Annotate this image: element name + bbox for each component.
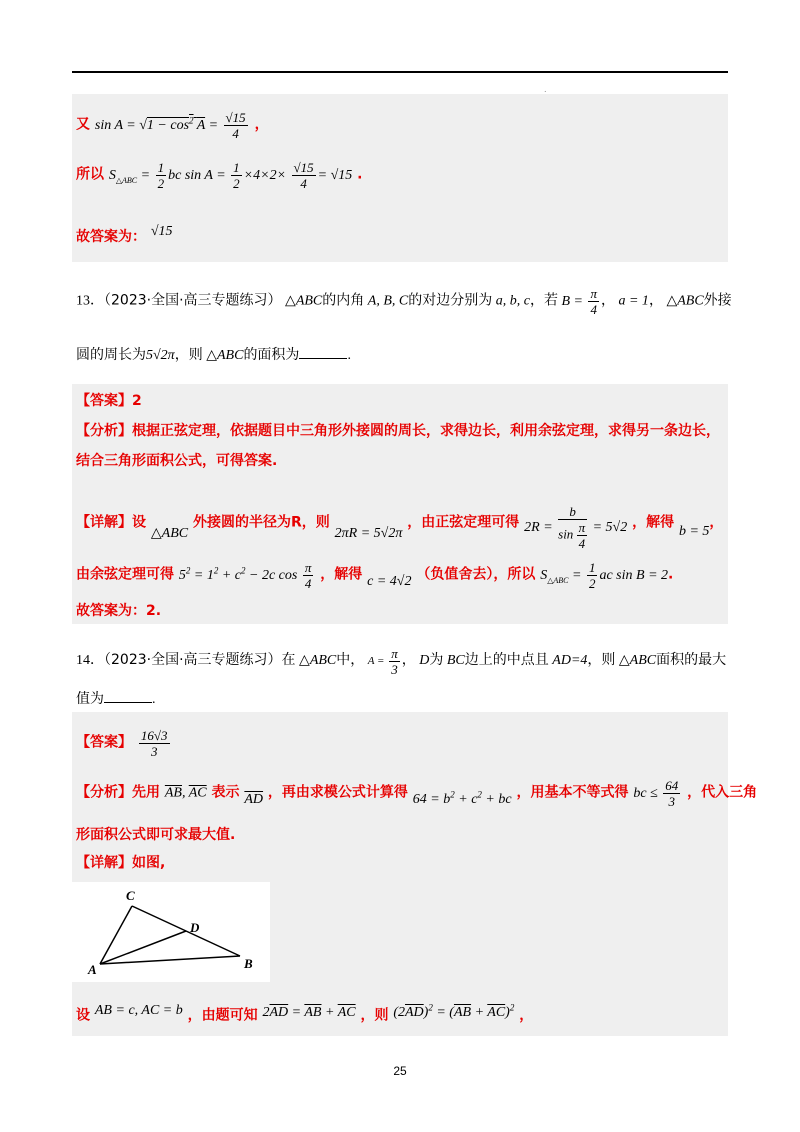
answer-blank xyxy=(104,690,152,703)
label-a: A xyxy=(88,962,97,977)
q13-detail-line-1: 【详解】设 △ABC 外接圆的半径为R，则 2πR = 5√2π ，由正弦定理可得 2R = b sin $\frac{\pi}{4}$ = 5√2 ，解得 b = 5， xyxy=(76,504,724,551)
edge-ac xyxy=(100,906,132,964)
q13-detail-line-2: 由余弦定理可得 $5^2 = 1^2 + c^2 - 2c$ cos $\frac{\pi}{4}$ ，解得 c = 4√2 （负值舍去），所以 $S_{\triangle ABC}$ = $\frac{1}{2}$ ac sin B = 2. xyxy=(76,560,674,591)
q14-detail-line-last: 设 AB = c, AC = b ，由题可知 $2\overline{AD} = \overline{AB} + \overline{AC}$ ，则 $(2\overline{AD})^2 = (\overline{AB} + \overline{AC})^2$ ， xyxy=(76,1002,534,1024)
q13-analysis-line-1: 【分析】根据正弦定理，依据题目中三角形外接圆的周长，求得边长，利用余弦定理，求得另一条边长， xyxy=(76,423,720,439)
q12-line-1: 又 $\sin A = √1 - \cos^2 A$ = $\frac{√15}{4}$ ， xyxy=(76,110,269,141)
q14-analysis-line-2: 形面积公式即可求最大值. xyxy=(76,827,236,843)
q13-final-answer: 故答案为：2. xyxy=(76,603,162,619)
label-b: B xyxy=(244,956,253,971)
q13-stem-line-1: 13．（2023·全国·高三专题练习） △ABC的内角 A, B, C的对边分别为 a, b, c，若 B = $\frac{\pi}{4}$ ， a = 1， △ABC外接 xyxy=(76,286,732,317)
q14-stem-line-2: 值为 . xyxy=(76,691,156,707)
header-mark: . xyxy=(544,85,547,94)
median-ad xyxy=(100,931,186,964)
page-number: 25 xyxy=(393,1064,407,1078)
q14-solution-block xyxy=(72,712,728,1036)
answer-blank xyxy=(299,346,347,359)
triangle-figure xyxy=(72,882,270,982)
edge-ab xyxy=(100,956,240,964)
q14-analysis-line-1: 【分析】先用 $\overline{AB}$, $\overline{AC}$ 表示 $\overline{AD}$ ，再由求模公式计算得 $64 = b^2 + c^2$ + bc ，用基本不等式得 bc ≤ $\frac{64}{3}$ ，代入三角 xyxy=(76,778,758,809)
q13-analysis-line-2: 结合三角形面积公式，可得答案. xyxy=(76,453,278,469)
q12-line-2: 所以 $S_{\triangle ABC}$ = $\frac{1}{2}$ bc sin A = $\frac{1}{2}$ ×4×2× $\frac{√15}{4}$ = √15 . xyxy=(76,160,363,191)
q12-final-answer: 故答案为： √15 xyxy=(76,224,173,245)
q13-stem-line-2: 圆的周长为5√2π，则 △ABC的面积为 . xyxy=(76,347,351,363)
q13-answer: 【答案】2 xyxy=(76,393,142,409)
header-rule xyxy=(72,71,728,73)
label-c: C xyxy=(126,888,135,903)
label-d: D xyxy=(190,920,200,935)
q14-stem-line-1: 14．（2023·全国·高三专题练习）在 △ABC中， A = $\frac{\pi}{3}$ ， D为 BC边上的中点且 AD=4，则 △ABC面积的最大 xyxy=(76,646,727,677)
q14-answer: 【答案】 $\frac{16√3}{3}$ xyxy=(76,728,168,759)
q14-detail-heading: 【详解】如图, xyxy=(76,855,166,871)
